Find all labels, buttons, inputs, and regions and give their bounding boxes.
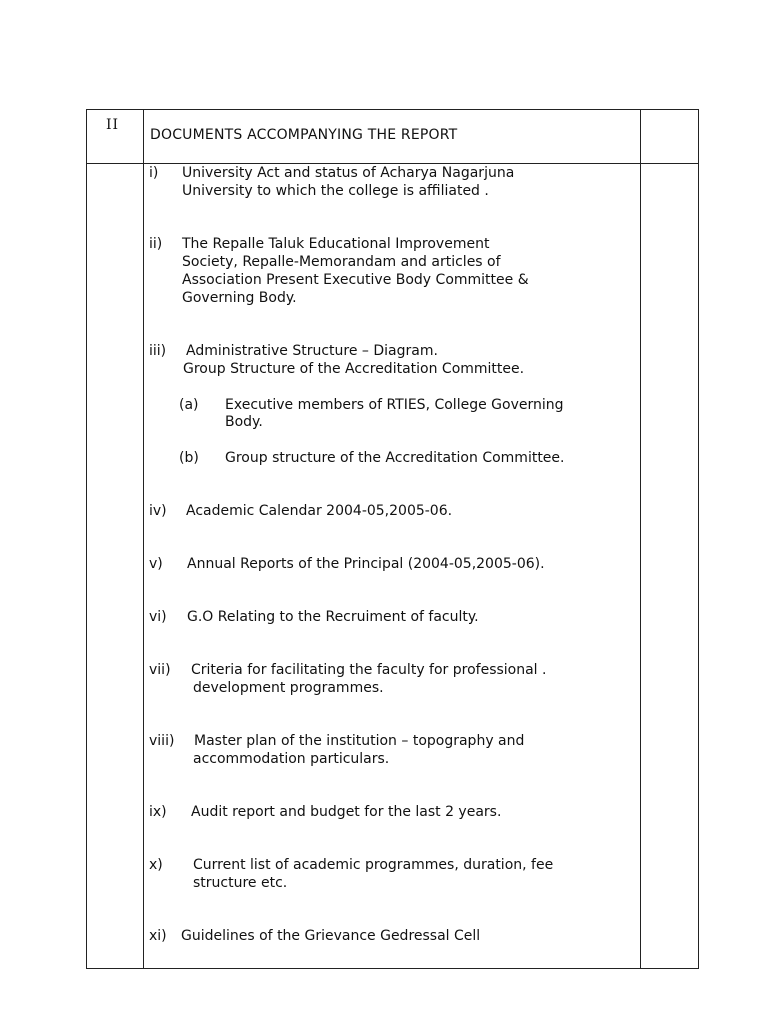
- sub-item-number: (a): [179, 397, 199, 413]
- item-text-line: University Act and status of Acharya Nagarjuna: [182, 165, 515, 181]
- item-number: vii): [149, 662, 171, 678]
- item-number: xi): [149, 928, 167, 944]
- sub-item-number: (b): [179, 450, 199, 466]
- item-text-line: Group Structure of the Accreditation Committee.: [183, 361, 525, 377]
- item-text-line: accommodation particulars.: [193, 751, 390, 767]
- item-text-line: Association Present Executive Body Committee &: [182, 272, 529, 288]
- item-number: v): [149, 556, 163, 572]
- column-divider-right: [640, 110, 641, 968]
- item-text-line: The Repalle Taluk Educational Improvement: [182, 236, 490, 252]
- item-text-line: Administrative Structure – Diagram.: [186, 343, 438, 359]
- item-number: i): [149, 165, 159, 181]
- item-text-line: University to which the college is affiliated .: [182, 183, 489, 199]
- item-number: iv): [149, 503, 167, 519]
- item-text-line: development programmes.: [193, 680, 384, 696]
- item-text-line: Guidelines of the Grievance Gedressal Cell: [181, 928, 481, 944]
- item-text-line: Criteria for facilitating the faculty for professional .: [191, 662, 547, 678]
- item-number: ix): [149, 804, 167, 820]
- item-text-line: Academic Calendar 2004-05,2005-06.: [186, 503, 453, 519]
- item-number: ii): [149, 236, 163, 252]
- section-heading: DOCUMENTS ACCOMPANYING THE REPORT: [150, 127, 458, 143]
- sub-item-text-line: Body.: [225, 414, 263, 430]
- section-number: II: [106, 117, 120, 133]
- item-number: x): [149, 857, 163, 873]
- item-text-line: Society, Repalle-Memorandam and articles of: [182, 254, 501, 270]
- item-text-line: Current list of academic programmes, duration, fee: [193, 857, 554, 873]
- item-text-line: Master plan of the institution – topography and: [194, 733, 525, 749]
- sub-item-text-line: Executive members of RTIES, College Governing: [225, 397, 564, 413]
- item-text-line: structure etc.: [193, 875, 288, 891]
- item-number: iii): [149, 343, 167, 359]
- item-text-line: Annual Reports of the Principal (2004-05,2005-06).: [187, 556, 545, 572]
- item-text-line: Governing Body.: [182, 290, 297, 306]
- item-text-line: G.O Relating to the Recruiment of faculty.: [187, 609, 479, 625]
- item-text-line: Audit report and budget for the last 2 years.: [191, 804, 502, 820]
- sub-item-text-line: Group structure of the Accreditation Committee.: [225, 450, 565, 466]
- item-number: viii): [149, 733, 175, 749]
- item-number: vi): [149, 609, 167, 625]
- column-divider-left: [143, 110, 144, 968]
